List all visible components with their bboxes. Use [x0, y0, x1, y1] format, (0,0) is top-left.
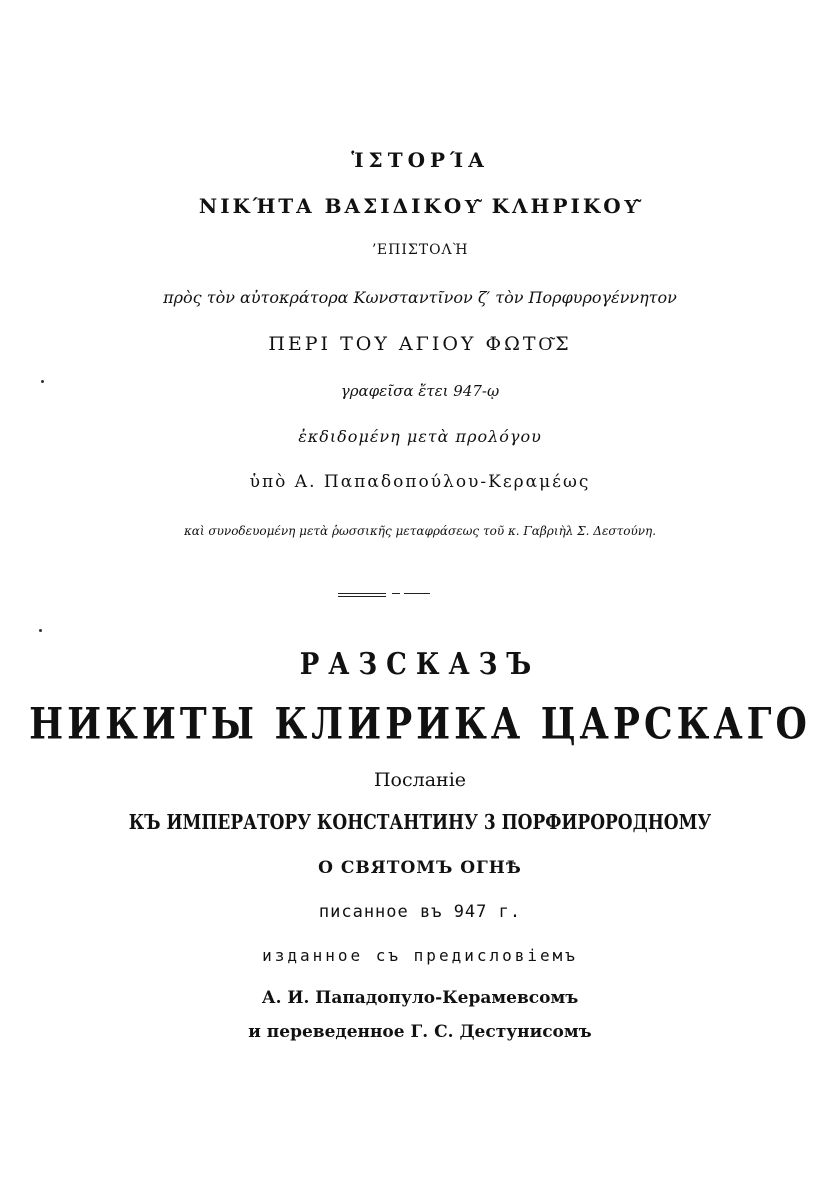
- russian-edited-line: изданное съ предисловіемъ: [262, 946, 578, 965]
- greek-edited-line: ἐκδιδομένη μετὰ προλόγου: [298, 427, 542, 446]
- margin-speck: [39, 629, 42, 632]
- divider-underline: [338, 596, 386, 597]
- slavonic-epistle-heading: Посланіе: [373, 769, 467, 791]
- greek-title: ἹΣΤΟΡΊΑ: [351, 148, 489, 172]
- greek-author-line: ΝΙΚΉΤΑ ΒΑΣΙΔΙΚΟΥ͂ ΚΛΗΡΙΚΟΥ͂: [198, 194, 642, 218]
- slavonic-author-line: НИКИТЫ КЛИРИКА ЦАРСКАГО: [29, 698, 811, 750]
- greek-editor-line: ὑπὸ Α. Παπαδοπούλου-Κεραμέως: [249, 472, 591, 492]
- divider-dash: [392, 593, 400, 594]
- divider-dash: [404, 593, 430, 594]
- margin-speck: [41, 380, 44, 383]
- greek-epistle-heading: ʼΕΠΙΣΤΟΛῊ: [371, 242, 469, 258]
- slavonic-addressee-line: КЪ ИМПЕРАТОРУ КОНСТАНТИНУ 3 ПОРФИРОРОДНОМУ: [128, 810, 712, 835]
- russian-written-date: писанное въ 947 г.: [318, 902, 522, 922]
- greek-addressee-line: πρὸς τὸν αὐτοκράτορα Κωνσταντῖνον ζ′ τὸν Πορφυρογέννητον: [163, 288, 677, 307]
- section-divider: [338, 593, 430, 597]
- russian-translator-line: и переведенное Г. С. Дестунисомъ: [248, 1022, 592, 1042]
- russian-editor-line: А. И. Пападопуло-Керамевсомъ: [261, 988, 579, 1008]
- greek-translator-line: καὶ συνοδευομένη μετὰ ῥωσσικῆς μεταφράσεως τοῦ κ. Γαβριὴλ Σ. Δεστούνη.: [183, 524, 657, 538]
- slavonic-subject-heading: О СВЯТОМЪ ОГНѢ: [318, 858, 522, 878]
- greek-subject-heading: ΠΕΡΙ ΤΟΥ ΑΓΙΟΥ ΦΩΤΟ͂Σ: [268, 333, 572, 355]
- slavonic-title: РАЗСКАЗЪ: [299, 647, 541, 683]
- divider-dash: [338, 593, 386, 594]
- greek-written-date: γραφεῖσα ἔτει 947-ῳ: [340, 382, 500, 400]
